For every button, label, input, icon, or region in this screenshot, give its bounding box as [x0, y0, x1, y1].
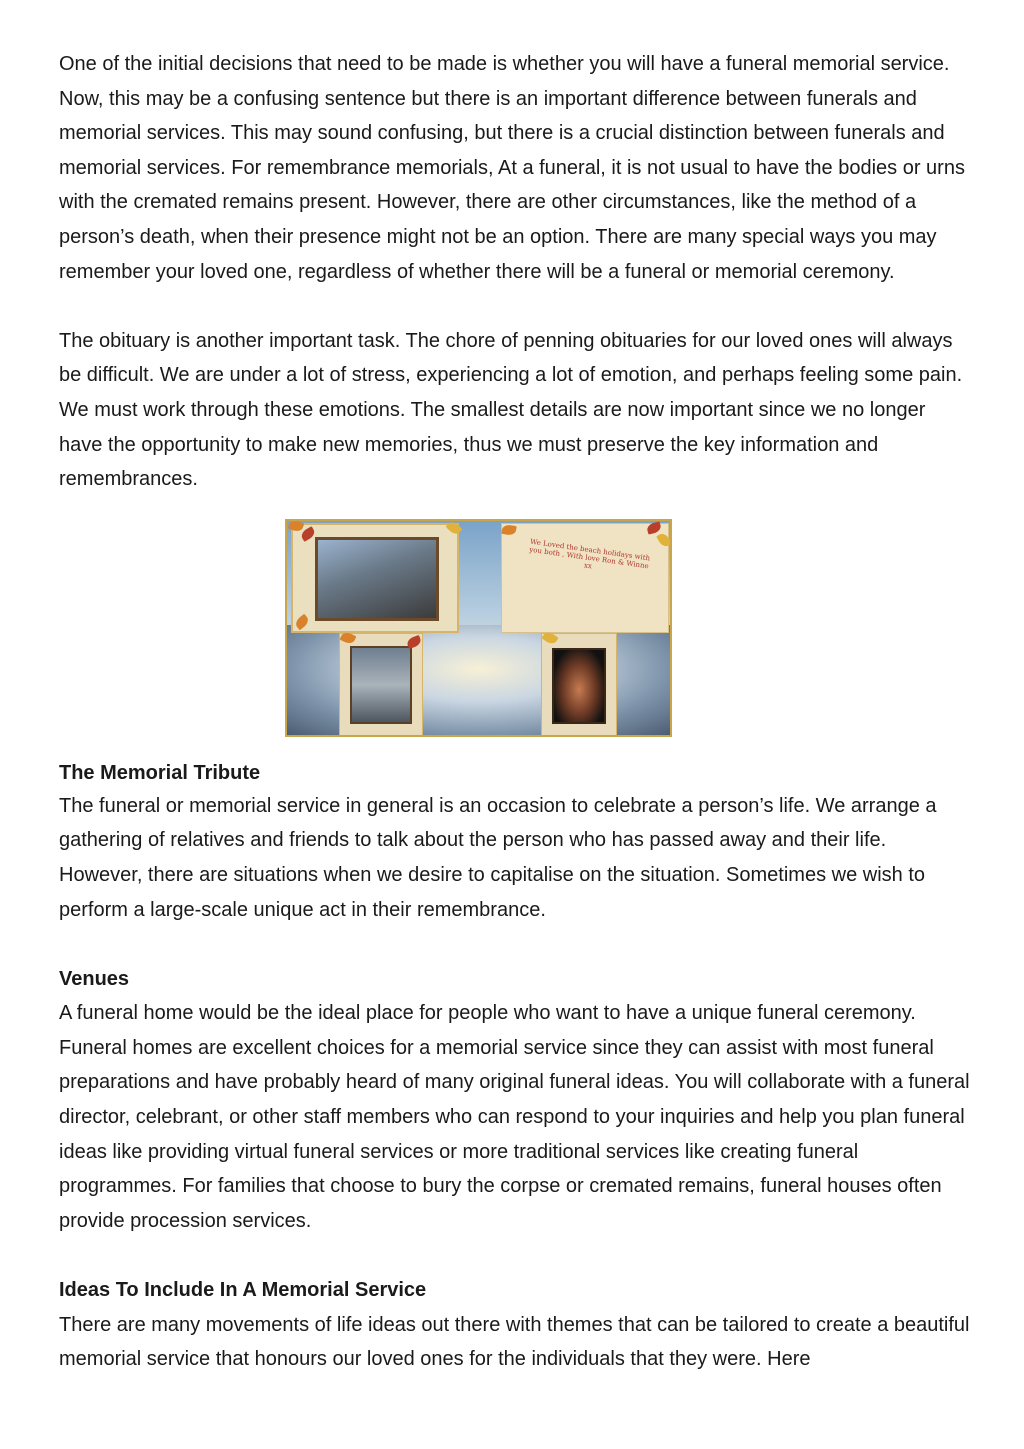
section-body-venues: A funeral home would be the ideal place for people who want to have a unique funeral ceremony. Funeral homes are excellent choices for a memorial service since they can assist with most funeral preparations and have probably heard of many original funeral ideas. You will collaborate with a funeral director, celebrant, or other staff members who can respond to your inquiries and help you plan funeral ideas like providing virtual funeral services or more traditional services like creating funeral programmes. For families that choose to bury the corpse or cremated remains, funeral houses often provide procession services.: [59, 1002, 970, 1232]
collage-handwritten-note: We Loved the beach holidays with you both , With love Ron & Winne xx: [528, 537, 651, 571]
portrait-photo-right: [552, 648, 606, 724]
section-heading-ideas: Ideas To Include In A Memorial Service: [59, 1279, 427, 1302]
memorial-figure-row: [59, 519, 974, 789]
family-photo: [315, 537, 439, 621]
intro-paragraph-2: The obituary is another important task. The chore of penning obituaries for our loved ones will always be difficult. We are under a lot of stress, experiencing a lot of emotion, and perhaps feeling some pain. We must work through these emotions. The smallest details are now important since we no longer have the opportunity to make new memories, thus we must preserve the key information and remembrances.: [59, 329, 963, 491]
section-body-memorial-tribute: The funeral or memorial service in general is an occasion to celebrate a person’s life. We arrange a gathering of relatives and friends to talk about the person who has passed away and their life. However, there are situations when we desire to capitalise on the situation. Sometimes we wish to perform a large-scale unique act in their remembrance.: [59, 794, 937, 921]
collage-portrait-card-right: [541, 633, 617, 737]
section-heading-venues: Venues: [59, 967, 130, 990]
section-heading-memorial-tribute: The Memorial Tribute: [59, 762, 261, 785]
collage-family-photo-card: [291, 523, 459, 633]
paragraph-gap: [59, 927, 974, 962]
paragraph-gap: [59, 1238, 974, 1273]
document-page: [59, 47, 974, 1377]
paragraph-gap: [59, 289, 974, 324]
memorial-collage-image: [285, 519, 672, 737]
intro-paragraph-1: One of the initial decisions that need to be made is whether you will have a funeral memorial service. Now, this may be a confusing sentence but there is an important difference between funerals and memorial services. This may sound confusing, but there is a crucial distinction between funerals and memorial services. For remembrance memorials, At a funeral, it is not usual to have the bodies or urns with the cremated remains present. However, there are other circumstances, like the method of a person’s death, when their presence might not be an option. There are many special ways you may remember your loved one, regardless of whether there will be a funeral or memorial ceremony.: [59, 53, 965, 283]
portrait-photo-left: [350, 646, 412, 724]
collage-note-card: [501, 523, 669, 633]
section-body-ideas: There are many movements of life ideas out there with themes that can be tailored to create a beautiful memorial service that honours our loved ones for the individuals that they were. Here: [59, 1313, 970, 1371]
